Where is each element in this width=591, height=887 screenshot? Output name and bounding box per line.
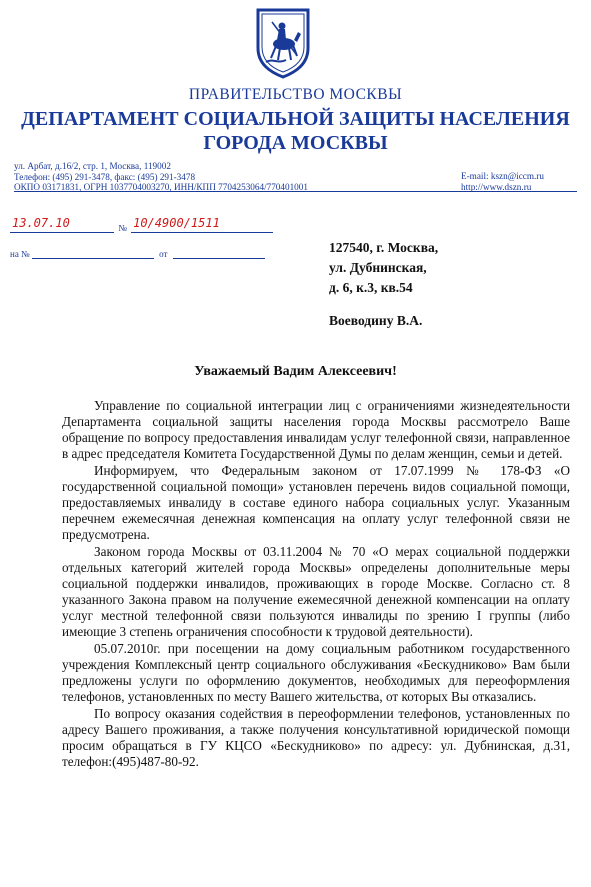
number-label: № (118, 223, 127, 233)
paragraph-3: Законом города Москвы от 03.11.2004 № 70 «О мерах социальной поддержки отдельных категорий жителей города Москвы» определены дополнительные меры социальной поддержки инвалидов, проживающих в городе Москве. Согласно ст. 8 указанного Закона правом на получение ежемесячной денежной компенсации на оплату услуг местной телефонной связи пользуются инвалиды по зрению I группы (либо имеющие 3 степень ограничения способности к трудовой деятельности). (62, 543, 570, 640)
letter-body (62, 398, 570, 771)
number-field (131, 216, 273, 233)
reference-label: на № (10, 249, 30, 259)
reference-date-field (173, 248, 265, 259)
email: E-mail: kszn@iccm.ru (461, 171, 544, 181)
paragraph-1: Управление по социальной интеграции лиц с ограничениями жизнедеятельности Департамента социальной защиты населения города Москвы рассмотрело Ваше обращение по вопросу предоставления инвалидам услуг телефонной связи, направленное в адрес председателя Комитета Государственной Думы по делам женщин, семьи и детей. (62, 398, 570, 462)
from-label: от (159, 249, 168, 259)
registration-codes: ОКПО 03171831, ОГРН 1037704003270, ИНН/КПП 7704253064/770401001 (14, 182, 308, 192)
incoming-reference (10, 248, 280, 259)
letterhead-divider (14, 191, 577, 192)
contact-block-right (461, 171, 544, 192)
recipient-name: Воеводину В.А. (329, 313, 423, 328)
address-line-1: 127540, г. Москва, (329, 240, 439, 255)
reference-number-field (32, 248, 154, 259)
moscow-coat-of-arms-icon (252, 4, 314, 80)
salutation: Уважаемый Вадим Алексеевич! (194, 364, 397, 379)
government-title: ПРАВИТЕЛЬСТВО МОСКВЫ (188, 86, 403, 103)
office-address: ул. Арбат, д.16/2, стр. 1, Москва, 119002 (14, 161, 171, 171)
date-field (10, 216, 114, 233)
address-line-2: ул. Дубнинская, (329, 260, 427, 275)
paragraph-4: 05.07.2010г. при посещении на дому социальным работником государственного учреждения Комплексный центр социального обслуживания «Бескудниково» Вам были предложены услуги по оформлению документов, необходимых для переоформления телефонов, установленных по месту Вашего жительства, от которых Вы отказались. (62, 640, 570, 705)
address-line-3: д. 6, к.3, кв.54 (329, 280, 413, 295)
recipient-address (329, 238, 438, 298)
handwritten-date: 13.07.10 (12, 216, 70, 230)
website: http://www.dszn.ru (461, 181, 532, 192)
paragraph-5: По вопросу оказания содействия в переоформлении телефонов, установленных по адресу Вашего проживания, а также получения консультативной юридической помощи просим обращаться в ГУ КЦСО «Бескудниково» по адресу: ул. Дубнинская, д.31, телефон:(495)487-80-92. (62, 705, 570, 770)
contact-block-left (14, 161, 308, 193)
department-title-line2: ГОРОДА МОСКВЫ (203, 132, 388, 154)
paragraph-2: Информируем, что Федеральным законом от 17.07.1999 № 178-ФЗ «О государственной социальной помощи» установлен перечень видов социальной помощи, предоставляемых инвалиду в составе единого набора социальных услуг. Указанным перечнем ежемесячная денежная компенсация на оплату услуг телефонной связи не предусмотрена. (62, 462, 570, 543)
department-title-line1: ДЕПАРТАМЕНТ СОЦИАЛЬНОЙ ЗАЩИТЫ НАСЕЛЕНИЯ (21, 108, 570, 130)
phone-fax: Телефон: (495) 291-3478, факс: (495) 291-3478 (14, 171, 196, 182)
handwritten-number: 10/4900/1511 (133, 216, 220, 230)
outgoing-registration (10, 216, 280, 233)
